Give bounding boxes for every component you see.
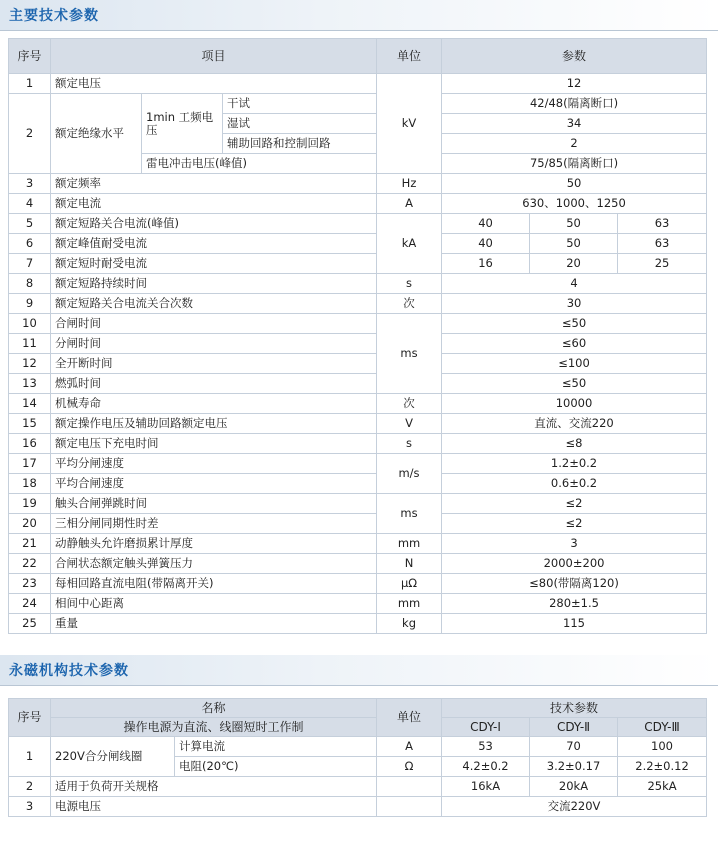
row-value: 1.2±0.2 [442,454,707,474]
row-unit: kV [377,74,442,174]
row-value-1: 40 [442,234,530,254]
row-no: 11 [9,334,51,354]
row-unit: N [377,554,442,574]
table-header-row [9,699,707,718]
table-row [9,354,707,374]
row-no: 3 [9,174,51,194]
row-value-1: 53 [442,737,530,757]
row-no: 22 [9,554,51,574]
row-value: 2 [442,134,707,154]
row-value: 75/85(隔离断口) [442,154,707,174]
row-value-2: 20 [530,254,618,274]
section-header-magnet-params [0,655,718,686]
row-unit: s [377,274,442,294]
row-unit: μΩ [377,574,442,594]
section-header-main-params [0,0,718,31]
row-value: 0.6±0.2 [442,474,707,494]
row-value-3: 2.2±0.12 [618,757,707,777]
row-item: 额定电压 [51,74,377,94]
row-value: ≤50 [442,374,707,394]
table-row [9,614,707,634]
header-name: 名称 [51,699,377,718]
row-unit: kA [377,214,442,274]
row-item: 触头合闸弹跳时间 [51,494,377,514]
row-item: 动静触头允许磨损累计厚度 [51,534,377,554]
table-row [9,454,707,474]
row-value: 30 [442,294,707,314]
row-item: 额定绝缘水平 [51,94,142,174]
row-no: 24 [9,594,51,614]
table-row [9,214,707,234]
row-item: 额定短路持续时间 [51,274,377,294]
row-unit: A [377,737,442,757]
table-row [9,514,707,534]
row-value: 42/48(隔离断口) [442,94,707,114]
row-item: 平均分闸速度 [51,454,377,474]
row-item: 每相回路直流电阻(带隔离开关) [51,574,377,594]
table-row [9,434,707,454]
row-item: 重量 [51,614,377,634]
row-value: ≤2 [442,514,707,534]
row-value-1: 16kA [442,777,530,797]
row-no: 23 [9,574,51,594]
row-value: ≤2 [442,494,707,514]
row-value: ≤50 [442,314,707,334]
row-item: 额定短路关合电流关合次数 [51,294,377,314]
table-row [9,737,707,757]
row-value-3: 100 [618,737,707,757]
row-subitem: 雷电冲击电压(峰值) [142,154,377,174]
table-header-row [9,718,707,737]
row-unit: Ω [377,757,442,777]
table-row [9,254,707,274]
row-name: 220V合分闸线圈 [51,737,175,777]
row-unit: 次 [377,394,442,414]
row-no: 21 [9,534,51,554]
row-no: 17 [9,454,51,474]
row-no: 4 [9,194,51,214]
row-name: 适用于负荷开关规格 [51,777,377,797]
row-value: 115 [442,614,707,634]
header-param: 参数 [442,39,707,74]
row-value-2: 70 [530,737,618,757]
row-no: 3 [9,797,51,817]
table-row [9,574,707,594]
row-value: ≤60 [442,334,707,354]
row-value-1: 40 [442,214,530,234]
row-unit [377,777,442,797]
main-params-table [8,38,707,634]
row-item: 平均合闸速度 [51,474,377,494]
row-value: 4 [442,274,707,294]
row-item: 额定频率 [51,174,377,194]
table-row [9,494,707,514]
row-value: 3 [442,534,707,554]
row-value-3: 63 [618,234,707,254]
row-no: 18 [9,474,51,494]
table-row [9,474,707,494]
table-row [9,797,707,817]
row-no: 12 [9,354,51,374]
row-value: 280±1.5 [442,594,707,614]
row-subitem: 电阻(20℃) [175,757,377,777]
row-subitem: 计算电流 [175,737,377,757]
row-subitem: 辅助回路和控制回路 [223,134,377,154]
row-no: 6 [9,234,51,254]
section-title: 主要技术参数 [9,8,99,24]
header-cdy-1: CDY-Ⅰ [442,718,530,737]
row-item: 额定操作电压及辅助回路额定电压 [51,414,377,434]
header-param: 技术参数 [442,699,707,718]
table-row [9,334,707,354]
table-row [9,777,707,797]
table-row [9,594,707,614]
table-row [9,394,707,414]
row-subitem: 干试 [223,94,377,114]
row-no: 20 [9,514,51,534]
row-no: 14 [9,394,51,414]
header-unit: 单位 [377,699,442,737]
row-item: 合闸状态额定触头弹簧压力 [51,554,377,574]
row-value-2: 3.2±0.17 [530,757,618,777]
row-unit: kg [377,614,442,634]
table-header-row [9,39,707,74]
row-value: ≤8 [442,434,707,454]
row-unit: mm [377,534,442,554]
row-unit: ms [377,314,442,394]
row-no: 19 [9,494,51,514]
row-unit: s [377,434,442,454]
row-no: 5 [9,214,51,234]
row-value: ≤100 [442,354,707,374]
header-name-sub: 操作电源为直流、线圈短时工作制 [51,718,377,737]
row-value-2: 50 [530,234,618,254]
row-subitem: 湿试 [223,114,377,134]
row-value-2: 20kA [530,777,618,797]
row-unit: mm [377,594,442,614]
row-value: ≤80(带隔离120) [442,574,707,594]
row-value: 10000 [442,394,707,414]
row-item: 分闸时间 [51,334,377,354]
row-item: 额定电压下充电时间 [51,434,377,454]
table-row [9,94,707,114]
table-row [9,314,707,334]
row-value-3: 63 [618,214,707,234]
header-item: 项目 [51,39,377,74]
row-unit: Hz [377,174,442,194]
row-unit: 次 [377,294,442,314]
row-no: 1 [9,74,51,94]
table-row [9,234,707,254]
row-item: 合闸时间 [51,314,377,334]
row-no: 2 [9,777,51,797]
row-item: 全开断时间 [51,354,377,374]
row-item: 相间中心距离 [51,594,377,614]
row-item: 额定短路关合电流(峰值) [51,214,377,234]
table-row [9,194,707,214]
table-row [9,534,707,554]
table-row [9,414,707,434]
table-row [9,174,707,194]
table-row [9,74,707,94]
row-value: 34 [442,114,707,134]
row-item: 三相分闸同期性时差 [51,514,377,534]
table-row [9,374,707,394]
header-no: 序号 [9,699,51,737]
row-value: 2000±200 [442,554,707,574]
row-unit [377,797,442,817]
row-value: 630、1000、1250 [442,194,707,214]
row-no: 8 [9,274,51,294]
header-unit: 单位 [377,39,442,74]
row-unit: ms [377,494,442,534]
row-unit: A [377,194,442,214]
row-value-1: 16 [442,254,530,274]
row-value: 直流、交流220 [442,414,707,434]
magnet-params-table [8,698,707,817]
row-item: 机械寿命 [51,394,377,414]
row-no: 2 [9,94,51,174]
row-item: 额定电流 [51,194,377,214]
table-row [9,554,707,574]
row-no: 25 [9,614,51,634]
section-title: 永磁机构技术参数 [9,663,129,679]
header-cdy-2: CDY-Ⅱ [530,718,618,737]
row-name: 电源电压 [51,797,377,817]
row-sublabel: 1min 工频电压 [142,94,223,154]
row-item: 燃弧时间 [51,374,377,394]
row-no: 9 [9,294,51,314]
header-no: 序号 [9,39,51,74]
row-value: 12 [442,74,707,94]
row-value: 50 [442,174,707,194]
row-no: 13 [9,374,51,394]
row-unit: m/s [377,454,442,494]
table-row [9,274,707,294]
row-no: 15 [9,414,51,434]
row-no: 10 [9,314,51,334]
row-value-3: 25 [618,254,707,274]
table-row [9,294,707,314]
row-no: 1 [9,737,51,777]
row-value-2: 50 [530,214,618,234]
header-cdy-3: CDY-Ⅲ [618,718,707,737]
row-value-1: 4.2±0.2 [442,757,530,777]
row-value-3: 25kA [618,777,707,797]
row-unit: V [377,414,442,434]
row-item: 额定峰值耐受电流 [51,234,377,254]
row-value: 交流220V [442,797,707,817]
row-no: 7 [9,254,51,274]
row-no: 16 [9,434,51,454]
row-item: 额定短时耐受电流 [51,254,377,274]
